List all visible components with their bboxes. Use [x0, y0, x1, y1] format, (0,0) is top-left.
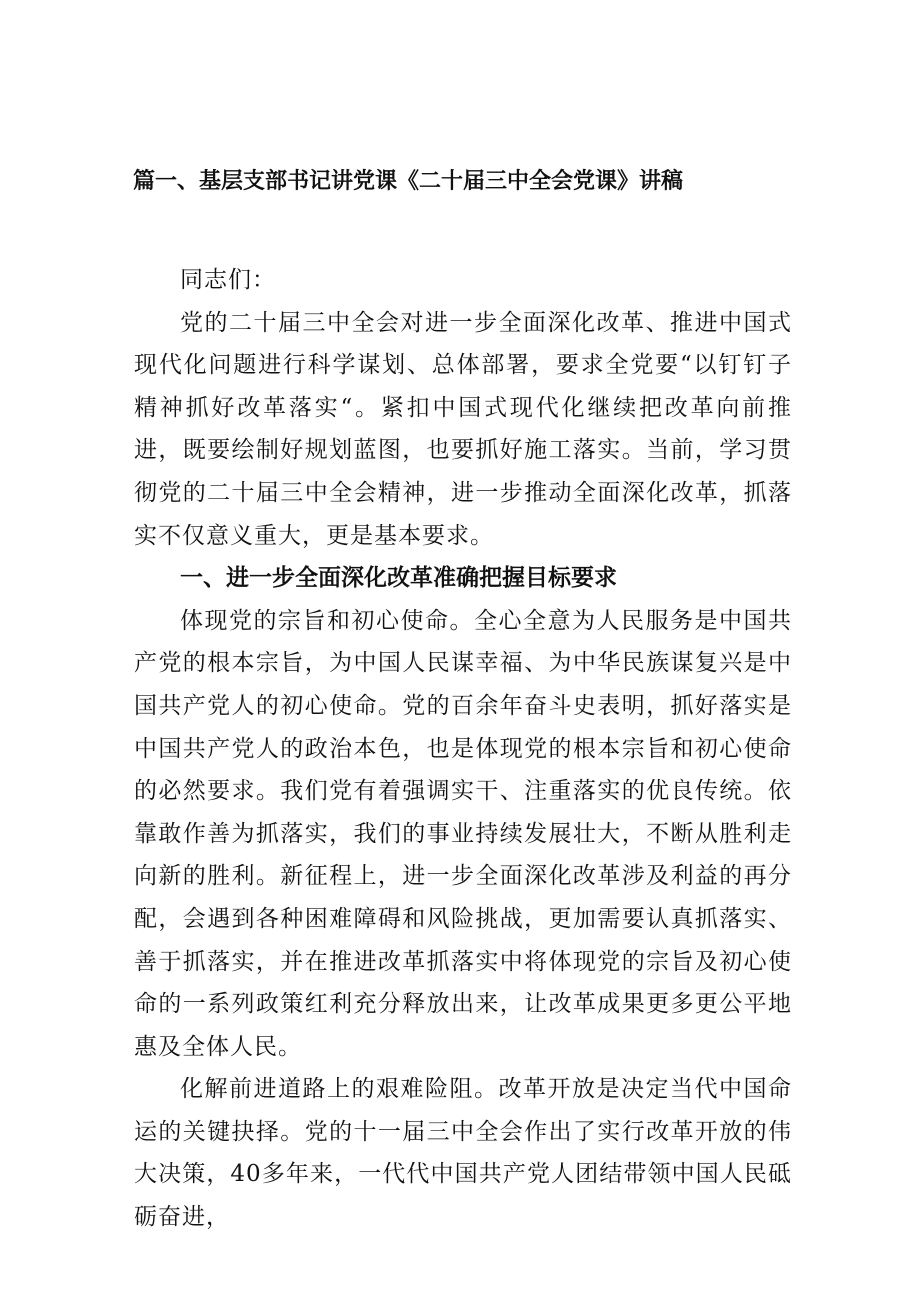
document-title: 篇一、基层支部书记讲党课《二十届三中全会党课》讲稿 [133, 169, 684, 194]
document-body [134, 259, 792, 1239]
intro-paragraph: 党的二十届三中全会对进一步全面深化改革、推进中国式现代化问题进行科学谋划、总体部署，要求全党要“以钉钉子精神抓好改革落实“。紧扣中国式现代化继续把改革向前推进，既要绘制好规划蓝图，也要抓好施工落实。当前，学习贯彻党的二十届三中全会精神，进一步推动全面深化改革，抓落实不仅意义重大，更是基本要求。 [134, 309, 792, 549]
section-heading: 一、进一步全面深化改革准确把握目标要求 [180, 565, 617, 592]
salutation: 同志们： [180, 267, 276, 293]
section-paragraph: 体现党的宗旨和初心使命。全心全意为人民服务是中国共产党的根本宗旨，为中国人民谋幸福、为中华民族谋复兴是中国共产党人的初心使命。党的百余年奋斗史表明，抓好落实是中国共产党人的政治本色，也是体现党的根本宗旨和初心使命的必然要求。我们党有着强调实干、注重落实的优良传统。依靠敢作善为抓落实，我们的事业持续发展壮大，不断从胜利走向新的胜利。新征程上，进一步全面深化改革涉及利益的再分配，会遇到各种困难障碍和风险挑战，更加需要认真抓落实、善于抓落实，并在推进改革抓落实中将体现党的宗旨及初心使命的一系列政策红利充分释放出来，让改革成果更多更公平地惠及全体人民。 [134, 607, 792, 1060]
section-paragraph: 化解前进道路上的艰难险阻。改革开放是决定当代中国命运的关键抉择。党的十一届三中全会作出了实行改革开放的伟大决策，40多年来，一代代中国共产党人团结带领中国人民砥砺奋进， [134, 1076, 792, 1231]
